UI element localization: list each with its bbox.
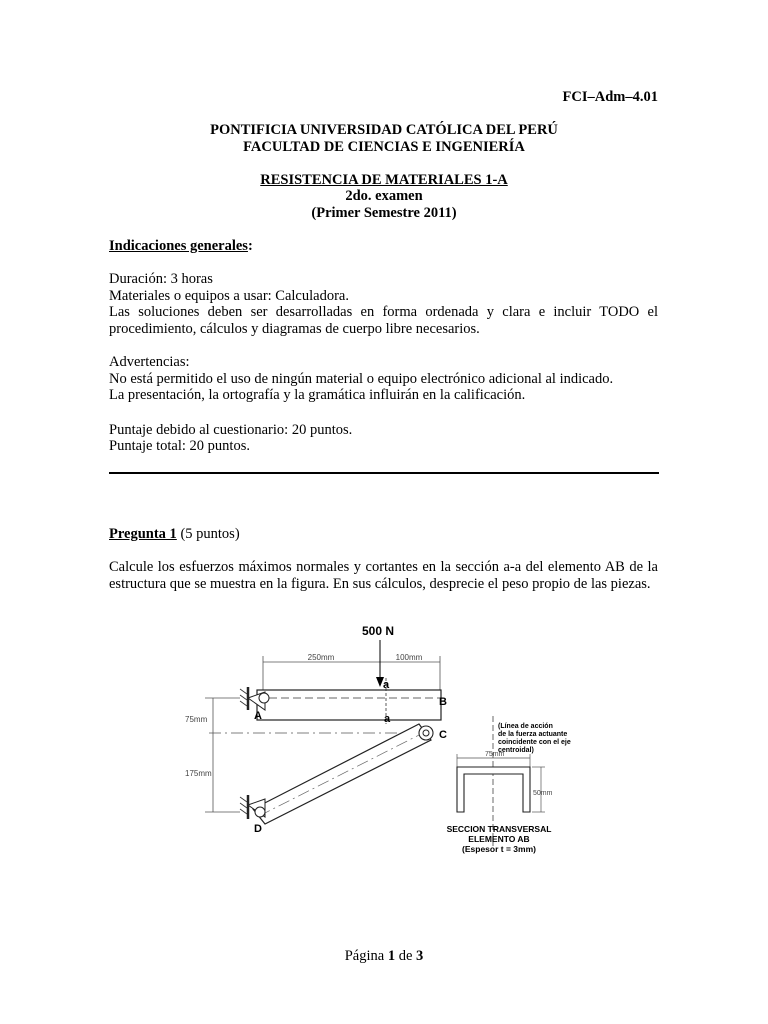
question1-title: Pregunta 1 <box>109 526 177 542</box>
document-code: FCI–Adm–4.01 <box>562 89 658 105</box>
channel-section <box>457 767 530 812</box>
footer-prefix: Página <box>344 948 385 964</box>
section-title-3: (Espesor t = 3mm) <box>462 844 536 854</box>
section-title-2: ELEMENTO AB <box>468 834 530 844</box>
section-height-label: 50mm <box>533 790 553 797</box>
left-dimensions <box>205 698 240 812</box>
solutions-paragraph: Las soluciones deben ser desarrolladas en forma ordenada y clara e incluir TODO el procedimiento, cálculos y diagramas de cuerpo libre necesarios. <box>109 304 658 337</box>
footer-page-total: 3 <box>416 948 424 964</box>
course-title <box>0 172 768 189</box>
dim-75: 75mm <box>185 715 208 724</box>
question1-points: (5 puntos) <box>180 526 240 542</box>
exam-title: 2do. examen <box>345 188 423 204</box>
university-name: PONTIFICIA UNIVERSIDAD CATÓLICA DEL PERÚ <box>210 122 558 138</box>
section-title-1: SECCION TRANSVERSAL <box>446 824 552 834</box>
warning-1: No está permitido el uso de ningún material o equipo electrónico adicional al indicado. <box>109 371 614 387</box>
dim-175: 175mm <box>185 769 212 778</box>
score-questionnaire: Puntaje debido al cuestionario: 20 puntos. <box>109 422 353 438</box>
score-total: Puntaje total: 20 puntos. <box>109 438 250 454</box>
note-line3: coincidente con el eje <box>498 739 571 746</box>
question1-text: Calcule los esfuerzos máximos normales y cortantes en la sección a-a del elemento AB de la estructura que se muestra en la figura. En sus cálculos, desprecie el peso propio de las piezas. <box>109 559 658 592</box>
dim-100: 100mm <box>395 653 423 662</box>
section-divider <box>109 472 659 474</box>
course-title-text: RESISTENCIA DE MATERIALES 1-A <box>260 172 508 188</box>
page-footer <box>0 948 768 965</box>
section-width-label: 75mm <box>485 751 505 758</box>
note-line1: (Línea de acción <box>498 723 553 730</box>
footer-of: de <box>398 948 413 964</box>
warnings-title: Advertencias: <box>109 354 190 370</box>
general-heading-text: Indicaciones generales <box>109 238 248 254</box>
label-b: B <box>439 696 447 708</box>
structure-figure <box>185 612 585 862</box>
question1-heading <box>109 526 240 543</box>
label-c: C <box>439 729 447 741</box>
load-label: 500 N <box>362 624 395 638</box>
footer-page-number: 1 <box>387 948 396 964</box>
section-a-bottom: a <box>384 713 391 725</box>
duration-line: Duración: 3 horas <box>109 271 213 287</box>
pin-c-inner <box>423 730 429 736</box>
label-d: D <box>254 823 262 835</box>
member-dc-centerline <box>259 732 425 816</box>
note-line2: de la fuerza actuante <box>498 731 568 738</box>
note-line4: centroidal) <box>498 747 534 754</box>
faculty-name: FACULTAD DE CIENCIAS E INGENIERÍA <box>243 139 525 155</box>
support-d <box>240 795 265 819</box>
label-a: A <box>254 710 262 722</box>
warning-2: La presentación, la ortografía y la gramática influirán en la calificación. <box>109 387 526 403</box>
materials-line: Materiales o equipos a usar: Calculadora. <box>109 288 349 304</box>
section-a-top: a <box>383 679 390 691</box>
member-ab <box>257 690 441 720</box>
general-heading <box>109 238 253 255</box>
semester: (Primer Semestre 2011) <box>311 205 457 221</box>
dim-250: 250mm <box>307 653 335 662</box>
general-heading-colon: : <box>247 238 253 254</box>
